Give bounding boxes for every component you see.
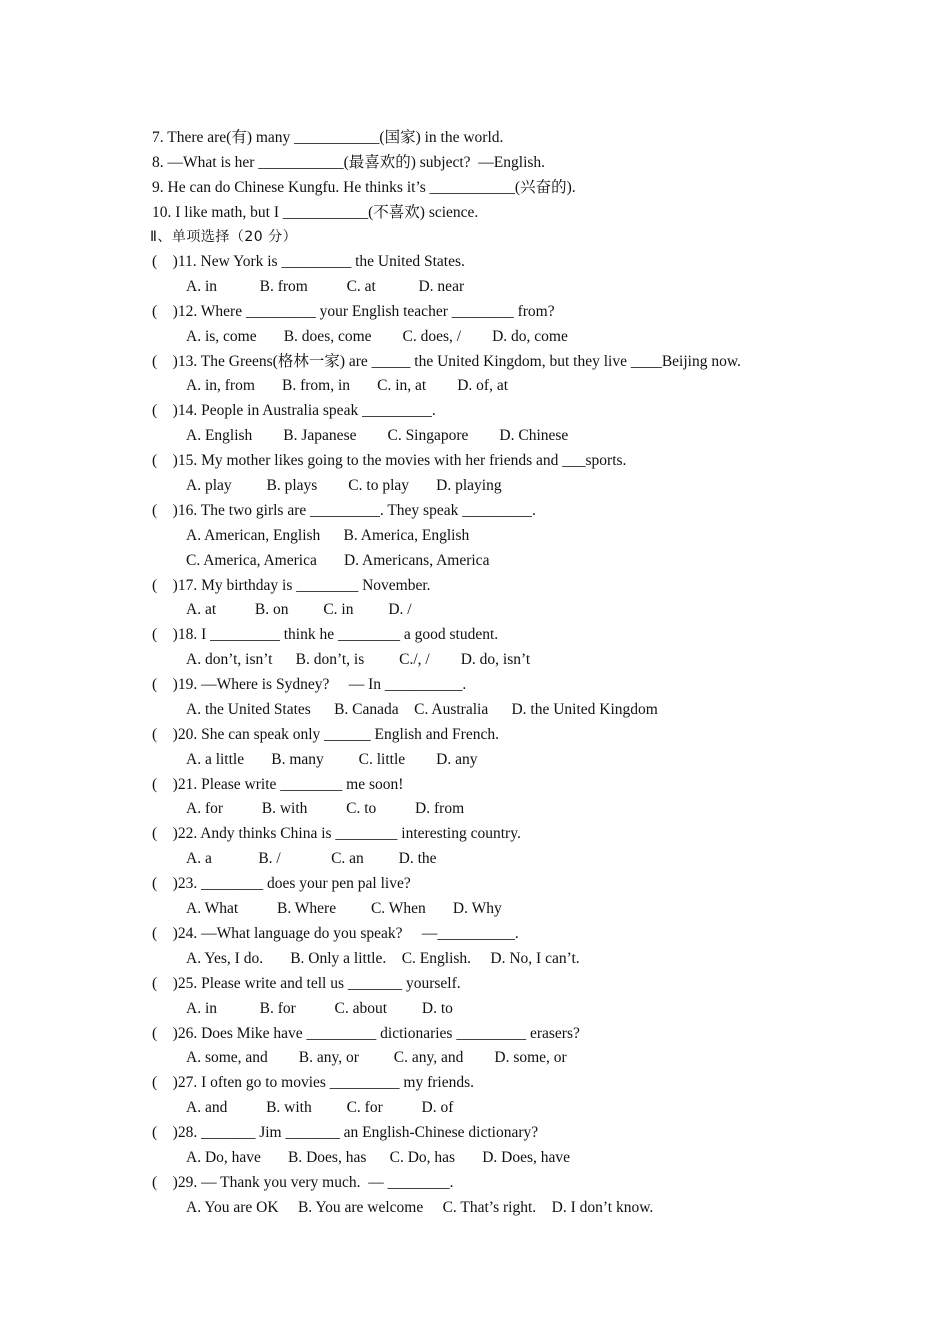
question-20-stem: ( )20. She can speak only ______ English and French. — [152, 726, 499, 743]
question-21-stem: ( )21. Please write ________ me soon! — [152, 776, 404, 793]
question-25-stem: ( )25. Please write and tell us _______ yourself. — [152, 975, 461, 992]
question-22-stem: ( )22. Andy thinks China is ________ interesting country. — [152, 825, 521, 842]
fill-in-question-9: 9. He can do Chinese Kungfu. He thinks it’s ___________(兴奋的). — [152, 179, 576, 196]
question-26-options: A. some, and B. any, or C. any, and D. some, or — [186, 1049, 567, 1066]
question-16-options-row-1: A. American, English B. America, English — [186, 527, 470, 544]
question-23-options: A. What B. Where C. When D. Why — [186, 900, 502, 917]
question-19-options: A. the United States B. Canada C. Australia D. the United Kingdom — [186, 701, 658, 718]
question-27-stem: ( )27. I often go to movies _________ my friends. — [152, 1074, 475, 1091]
question-29-options: A. You are OK B. You are welcome C. That’s right. D. I don’t know. — [186, 1199, 654, 1216]
question-14-stem: ( )14. People in Australia speak _________. — [152, 402, 436, 419]
section-heading: Ⅱ、单项选择（20 分） — [150, 229, 298, 245]
question-23-stem: ( )23. ________ does your pen pal live? — [152, 875, 411, 892]
question-27-options: A. and B. with C. for D. of — [186, 1099, 454, 1116]
question-18-options: A. don’t, isn’t B. don’t, is C./, / D. do, isn’t — [186, 651, 531, 668]
question-24-options: A. Yes, I do. B. Only a little. C. English. D. No, I can’t. — [186, 950, 580, 967]
question-19-stem: ( )19. —Where is Sydney? — In __________. — [152, 676, 467, 693]
question-20-options: A. a little B. many C. little D. any — [186, 751, 478, 768]
question-21-options: A. for B. with C. to D. from — [186, 800, 465, 817]
question-18-stem: ( )18. I _________ think he ________ a good student. — [152, 626, 499, 643]
question-14-options: A. English B. Japanese C. Singapore D. Chinese — [186, 427, 569, 444]
question-17-options: A. at B. on C. in D. / — [186, 601, 412, 618]
question-28-options: A. Do, have B. Does, has C. Do, has D. Does, have — [186, 1149, 571, 1166]
question-16-stem: ( )16. The two girls are _________. They speak _________. — [152, 502, 536, 519]
fill-in-question-7: 7. There are(有) many ___________(国家) in the world. — [152, 129, 504, 146]
question-26-stem: ( )26. Does Mike have _________ dictionaries _________ erasers? — [152, 1025, 580, 1042]
question-16-options-row-2: C. America, America D. Americans, America — [186, 552, 490, 569]
question-11-options: A. in B. from C. at D. near — [186, 278, 465, 295]
question-12-options: A. is, come B. does, come C. does, / D. do, come — [186, 328, 568, 345]
question-25-options: A. in B. for C. about D. to — [186, 1000, 453, 1017]
fill-in-question-8: 8. —What is her ___________(最喜欢的) subject? —English. — [152, 154, 546, 171]
question-12-stem: ( )12. Where _________ your English teacher ________ from? — [152, 303, 555, 320]
question-28-stem: ( )28. _______ Jim _______ an English-Chinese dictionary? — [152, 1124, 539, 1141]
question-15-options: A. play B. plays C. to play D. playing — [186, 477, 502, 494]
question-17-stem: ( )17. My birthday is ________ November. — [152, 577, 431, 594]
question-22-options: A. a B. / C. an D. the — [186, 850, 437, 867]
question-29-stem: ( )29. — Thank you very much. — ________. — [152, 1174, 454, 1191]
question-15-stem: ( )15. My mother likes going to the movies with her friends and ___sports. — [152, 452, 627, 469]
question-13-options: A. in, from B. from, in C. in, at D. of, at — [186, 377, 509, 394]
question-24-stem: ( )24. —What language do you speak? —__________. — [152, 925, 519, 942]
question-13-stem: ( )13. The Greens(格林一家) are _____ the United Kingdom, but they live ____Beijing now. — [152, 353, 741, 370]
fill-in-question-10: 10. I like math, but I ___________(不喜欢) science. — [152, 204, 479, 221]
question-11-stem: ( )11. New York is _________ the United States. — [152, 253, 465, 270]
